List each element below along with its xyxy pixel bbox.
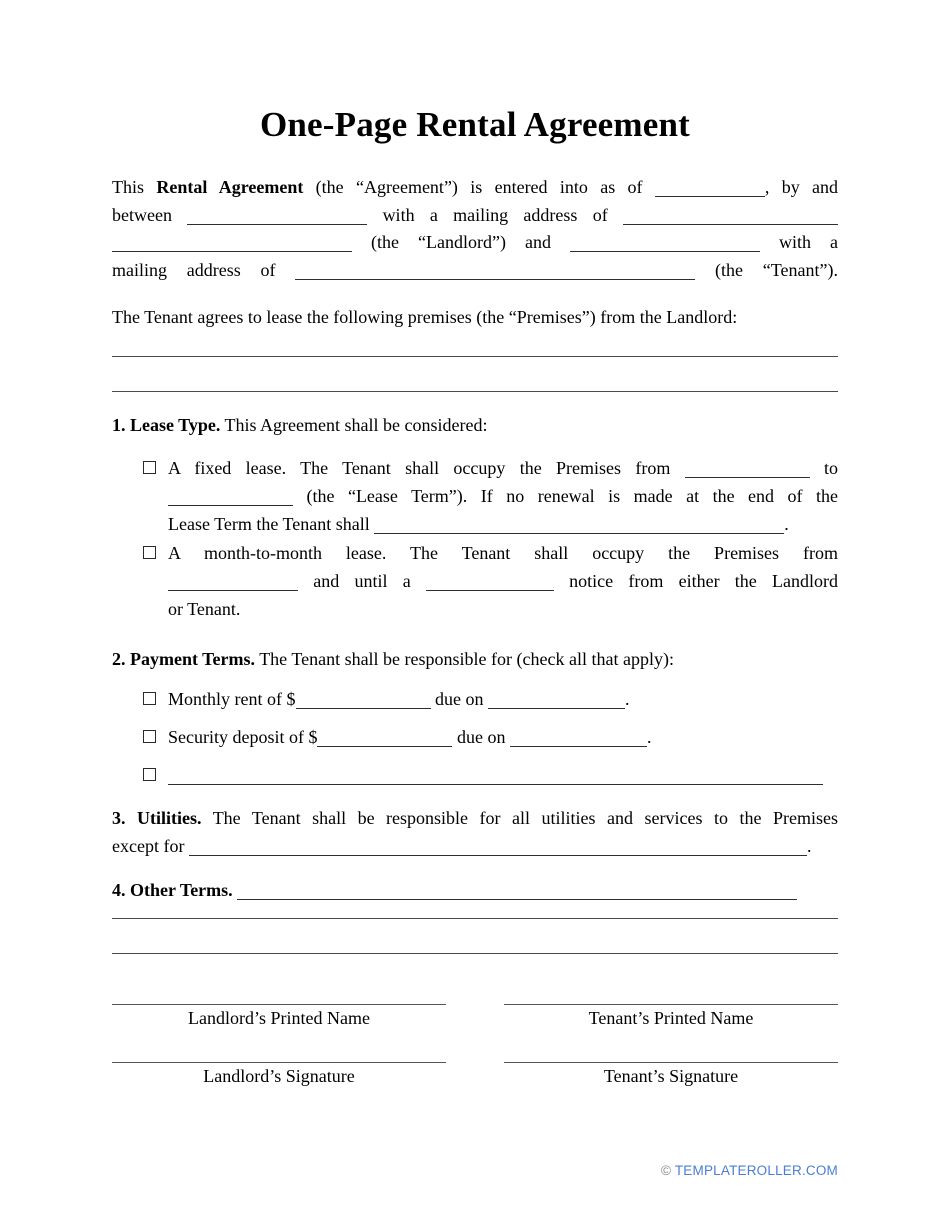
intro-line-2 (112, 202, 838, 230)
blank-tenant-address[interactable] (295, 266, 695, 280)
intro-l1-pre: This (112, 177, 145, 197)
security-deposit-checkbox[interactable] (143, 730, 156, 743)
m2m-l2-mid: and until a (313, 571, 411, 591)
landlord-signature-line[interactable] (112, 1041, 446, 1063)
blank-agreement-date[interactable] (655, 183, 765, 197)
fixed-lease-line-2 (168, 482, 838, 510)
blank-premises-line-1[interactable] (112, 331, 838, 357)
tenant-printed-name-label: Tenant’s Printed Name (588, 1008, 754, 1028)
intro-l1-mid: (the “Agreement”) is entered into as of (315, 177, 643, 197)
landlord-printed-name-block (112, 983, 446, 1031)
section-payment-heading (112, 645, 838, 673)
other-payment-checkbox[interactable] (143, 768, 156, 781)
fixed-lease-checkbox[interactable] (143, 461, 156, 474)
m2m-line-2 (168, 567, 838, 595)
blank-lease-renewal-action[interactable] (374, 520, 784, 534)
section-utilities (112, 804, 838, 860)
monthly-rent-due-on: due on (435, 689, 484, 709)
blank-rent-due-date[interactable] (488, 695, 625, 709)
blank-tenant-name[interactable] (570, 238, 760, 252)
tenant-printed-name-block (504, 983, 838, 1031)
security-deposit-due-on: due on (456, 727, 506, 747)
landlord-printed-name-line[interactable] (112, 983, 446, 1005)
intro-l3-end: with a (779, 232, 839, 252)
fixed-lease-l2-text: (the “Lease Term”). If no renewal is made at the end of the (306, 486, 838, 506)
monthly-rent-period: . (625, 689, 630, 709)
landlord-printed-name-label: Landlord’s Printed Name (188, 1008, 370, 1028)
monthly-rent-text: Monthly rent of $ (168, 689, 296, 709)
security-deposit-option (143, 724, 838, 751)
intro-l4-pre: mailing address of (112, 259, 276, 280)
intro-line-4 (112, 257, 838, 285)
intro-l2-pre: between (112, 204, 172, 225)
blank-landlord-address-1[interactable] (623, 211, 838, 225)
fixed-lease-line-3 (168, 510, 838, 538)
signature-row (112, 1041, 838, 1089)
fixed-lease-l1-text: A fixed lease. The Tenant shall occupy the Premises from (168, 458, 671, 478)
fixed-lease-l3-text: Lease Term the Tenant shall (168, 514, 370, 534)
landlord-signature-label: Landlord’s Signature (203, 1066, 355, 1086)
m2m-line-1: A month-to-month lease. The Tenant shall occupy the Premises from (168, 543, 838, 563)
footer (661, 1163, 838, 1178)
intro-line-1 (112, 174, 838, 202)
blank-other-terms-3[interactable] (112, 919, 838, 954)
blank-other-terms-2[interactable] (112, 904, 838, 919)
templateroller-link[interactable]: TEMPLATEROLLER.COM (674, 1163, 838, 1178)
intro-line-3 (112, 229, 838, 257)
lease-type-heading-number: 1. Lease Type. (112, 415, 221, 435)
month-to-month-checkbox[interactable] (143, 546, 156, 559)
other-terms-heading: 4. Other Terms. (112, 880, 233, 900)
monthly-rent-option (143, 686, 838, 713)
utilities-line-2 (112, 832, 838, 860)
other-payment-option (143, 762, 838, 789)
monthly-rent-checkbox[interactable] (143, 692, 156, 705)
page-title: One-Page Rental Agreement (259, 105, 691, 144)
intro-l1-bold: Rental Agreement (156, 177, 304, 197)
intro-l2-mid: with a mailing address of (382, 204, 608, 225)
blank-m2m-start-date[interactable] (168, 577, 298, 591)
m2m-l2-end: notice from either the Landlord (569, 571, 839, 591)
printed-name-row (112, 983, 838, 1031)
tenant-printed-name-line[interactable] (504, 983, 838, 1005)
landlord-signature-block (112, 1041, 446, 1089)
tenant-signature-line[interactable] (504, 1041, 838, 1063)
blank-landlord-address-2[interactable] (112, 238, 352, 252)
payment-heading-rest: The Tenant shall be responsible for (check all that apply): (259, 649, 674, 669)
tenant-signature-label: Tenant’s Signature (603, 1066, 739, 1086)
blank-m2m-notice-period[interactable] (426, 577, 554, 591)
blank-monthly-rent-amount[interactable] (296, 695, 431, 709)
fixed-lease-l1-end: to (824, 458, 839, 478)
m2m-line-3: or Tenant. (168, 599, 241, 619)
utilities-l1-rest: The Tenant shall be responsible for all utilities and services to the Premises (212, 808, 838, 828)
blank-other-terms-1[interactable] (237, 886, 797, 900)
document-content (0, 174, 950, 1089)
blank-deposit-due-date[interactable] (510, 733, 647, 747)
security-deposit-period: . (646, 727, 652, 747)
section-lease-type-heading (112, 411, 838, 439)
intro-l3-mid: (the “Landlord”) and (371, 232, 551, 252)
blank-landlord-name[interactable] (187, 211, 367, 225)
utilities-line-1 (112, 804, 838, 832)
intro-l4-end: (the “Tenant”). (715, 259, 838, 280)
security-deposit-text: Security deposit of $ (168, 727, 318, 747)
payment-heading-number: 2. Payment Terms. (112, 649, 255, 669)
intro-l1-end: , by and (764, 177, 839, 197)
copyright-icon: © (660, 1163, 672, 1178)
intro-paragraph (112, 174, 838, 284)
blank-premises-line-2[interactable] (112, 357, 838, 392)
fixed-lease-period: . (784, 514, 789, 534)
fixed-lease-line-1 (168, 454, 838, 482)
section-other-terms (112, 876, 838, 904)
blank-other-payment[interactable] (168, 771, 823, 785)
month-to-month-option (143, 539, 838, 623)
blank-lease-start-date[interactable] (685, 464, 810, 478)
blank-utilities-exceptions[interactable] (189, 842, 807, 856)
fixed-lease-option (143, 454, 838, 538)
utilities-l2-pre: except for (112, 836, 185, 856)
blank-deposit-amount[interactable] (317, 733, 452, 747)
tenant-signature-block (504, 1041, 838, 1089)
premises-lead: The Tenant agrees to lease the following premises (the “Premises”) from the Landlord: (112, 307, 738, 327)
utilities-heading-number: 3. Utilities. (112, 808, 202, 828)
lease-type-heading-rest: This Agreement shall be considered: (224, 415, 488, 435)
blank-lease-end-date[interactable] (168, 492, 293, 506)
utilities-period: . (806, 836, 812, 856)
